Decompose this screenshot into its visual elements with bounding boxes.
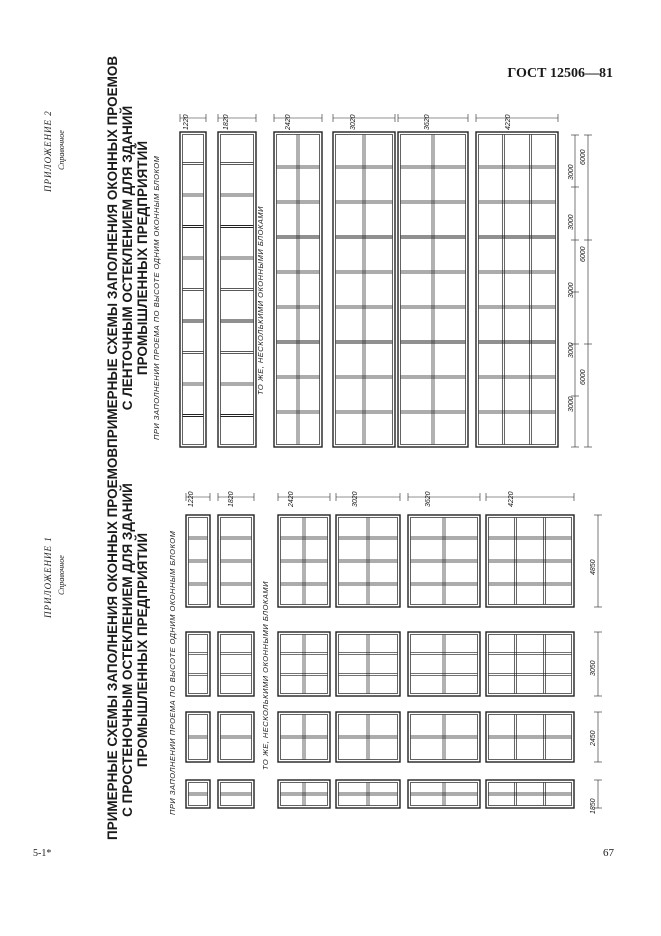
- left-window-r0-c3-inner: [339, 783, 398, 806]
- left-width-1220: 1220: [188, 491, 195, 507]
- right-width-3020: 3020: [350, 114, 357, 130]
- appendix-1-label: ПРИЛОЖЕНИЕ 1: [43, 536, 53, 618]
- footer-left-mark: 5-1*: [33, 848, 52, 859]
- left-width-4220: 4220: [508, 491, 515, 507]
- right-title-line-3: ПРОМЫШЛЕННЫХ ПРЕДПРИЯТИЙ: [135, 140, 150, 376]
- left-height-2450: 2450: [590, 730, 597, 746]
- right-ribbon-inner-c1: [221, 135, 254, 445]
- left-window-r0-c4: [408, 780, 480, 808]
- left-window-r2-c2-inner: [281, 635, 328, 694]
- left-window-r3-c3: [336, 515, 400, 607]
- left-width-1820: 1820: [228, 491, 235, 507]
- appendix-2-label: ПРИЛОЖЕНИЕ 2: [43, 110, 53, 192]
- left-window-r0-c3: [336, 780, 400, 808]
- left-window-r3-c5: [486, 515, 574, 607]
- left-height-1850: 1850: [590, 798, 597, 814]
- right-ribbon-inner-c2: [277, 135, 320, 445]
- left-window-r0-c0-inner: [189, 783, 208, 806]
- left-window-r2-c4-inner: [411, 635, 478, 694]
- right-dim-top-1: 3000: [568, 164, 575, 180]
- left-window-r3-c5-inner: [489, 518, 572, 605]
- page-number: 67: [603, 847, 614, 859]
- left-window-r0-c2: [278, 780, 330, 808]
- left-window-r2-c5-inner: [489, 635, 572, 694]
- left-window-r0-c5-inner: [489, 783, 572, 806]
- left-window-r3-c0: [186, 515, 210, 607]
- left-window-r2-c1: [218, 632, 254, 696]
- left-window-r0-c5: [486, 780, 574, 808]
- left-window-r2-c0: [186, 632, 210, 696]
- left-window-r1-c0-inner: [189, 715, 208, 760]
- left-window-r1-c4: [408, 712, 480, 762]
- left-window-r3-c4-inner: [411, 518, 478, 605]
- appendix-2-sub: Справочное: [57, 130, 66, 170]
- right-ribbon-inner-c4: [401, 135, 466, 445]
- right-width-1820: 1820: [223, 114, 230, 130]
- right-title-line-2: С ЛЕНТОЧНЫМ ОСТЕКЛЕНИЕМ ДЛЯ ЗДАНИЙ: [120, 105, 135, 411]
- left-note-single: ПРИ ЗАПОЛНЕНИИ ПРОЕМА ПО ВЫСОТЕ ОДНИМ ОКОННЫМ БЛОКОМ: [168, 530, 177, 815]
- right-width-1220: 1220: [183, 114, 190, 130]
- right-note-multi: ТО ЖЕ, НЕСКОЛЬКИМИ ОКОННЫМИ БЛОКАМИ: [256, 206, 265, 395]
- right-width-3620: 3620: [424, 114, 431, 130]
- right-ribbon-inner-c3: [336, 135, 393, 445]
- left-window-r2-c3-inner: [339, 635, 398, 694]
- left-window-r2-c0-inner: [189, 635, 208, 694]
- left-window-r3-c1: [218, 515, 254, 607]
- left-window-r2-c1-inner: [221, 635, 252, 694]
- left-window-r3-c1-inner: [221, 518, 252, 605]
- right-dim-top-2: 3000: [568, 214, 575, 230]
- left-title-line-2: С ПРОСТЕНОЧНЫМ ОСТЕКЛЕНИЕМ ДЛЯ ЗДАНИЙ: [120, 483, 135, 817]
- left-window-r3-c2: [278, 515, 330, 607]
- right-dim-top-5: 3000: [568, 396, 575, 412]
- right-title-line-1: ПРИМЕРНЫЕ СХЕМЫ ЗАПОЛНЕНИЯ ОКОННЫХ ПРОЕМОВ: [105, 55, 120, 448]
- left-window-r1-c3: [336, 712, 400, 762]
- left-width-3020: 3020: [352, 491, 359, 507]
- left-title-line-3: ПРОМЫШЛЕННЫХ ПРЕДПРИЯТИЙ: [135, 532, 150, 768]
- left-window-r1-c5-inner: [489, 715, 572, 760]
- left-window-r1-c2-inner: [281, 715, 328, 760]
- right-ribbon-inner-c5: [479, 135, 556, 445]
- right-ribbon-c1: [218, 132, 256, 447]
- right-ribbon-c0: [180, 132, 206, 447]
- left-window-r1-c1: [218, 712, 254, 762]
- right-ribbon-c5: [476, 132, 558, 447]
- left-window-r1-c4-inner: [411, 715, 478, 760]
- right-ribbon-c3: [333, 132, 395, 447]
- right-ribbon-c2: [274, 132, 322, 447]
- left-window-r1-c5: [486, 712, 574, 762]
- right-ribbon-inner-c0: [183, 135, 204, 445]
- left-window-r3-c4: [408, 515, 480, 607]
- left-width-3620: 3620: [425, 491, 432, 507]
- right-dim-top-3: 3000: [568, 282, 575, 298]
- right-dim-top-4: 3000: [568, 342, 575, 358]
- right-dim-bottom-2: 6000: [580, 246, 587, 262]
- left-height-4850: 4850: [590, 559, 597, 575]
- document-code: ГОСТ 12506—81: [507, 66, 613, 81]
- left-window-r3-c0-inner: [189, 518, 208, 605]
- right-ribbon-c4: [398, 132, 468, 447]
- left-note-multi: ТО ЖЕ, НЕСКОЛЬКИМИ ОКОННЫМИ БЛОКАМИ: [261, 581, 270, 770]
- left-window-r2-c5: [486, 632, 574, 696]
- left-window-r1-c0: [186, 712, 210, 762]
- left-window-r3-c2-inner: [281, 518, 328, 605]
- left-window-r1-c2: [278, 712, 330, 762]
- left-window-r2-c4: [408, 632, 480, 696]
- left-height-3050: 3050: [590, 660, 597, 676]
- left-window-r1-c1-inner: [221, 715, 252, 760]
- left-width-2420: 2420: [288, 491, 295, 507]
- left-window-r0-c1: [218, 780, 254, 808]
- left-window-r2-c3: [336, 632, 400, 696]
- left-window-r2-c2: [278, 632, 330, 696]
- right-note-single: ПРИ ЗАПОЛНЕНИИ ПРОЕМА ПО ВЫСОТЕ ОДНИМ ОКОННЫМ БЛОКОМ: [152, 155, 161, 440]
- right-width-2420: 2420: [285, 114, 292, 130]
- left-window-r3-c3-inner: [339, 518, 398, 605]
- right-dim-bottom-1: 6000: [580, 149, 587, 165]
- left-window-r1-c3-inner: [339, 715, 398, 760]
- left-window-r0-c2-inner: [281, 783, 328, 806]
- appendix-1-sub: Справочное: [57, 555, 66, 595]
- left-window-r0-c1-inner: [221, 783, 252, 806]
- right-width-4220: 4220: [505, 114, 512, 130]
- left-window-r0-c0: [186, 780, 210, 808]
- left-window-r0-c4-inner: [411, 783, 478, 806]
- right-dim-bottom-3: 6000: [580, 369, 587, 385]
- left-title-line-1: ПРИМЕРНЫЕ СХЕМЫ ЗАПОЛНЕНИЯ ОКОННЫХ ПРОЕМОВ: [105, 447, 120, 840]
